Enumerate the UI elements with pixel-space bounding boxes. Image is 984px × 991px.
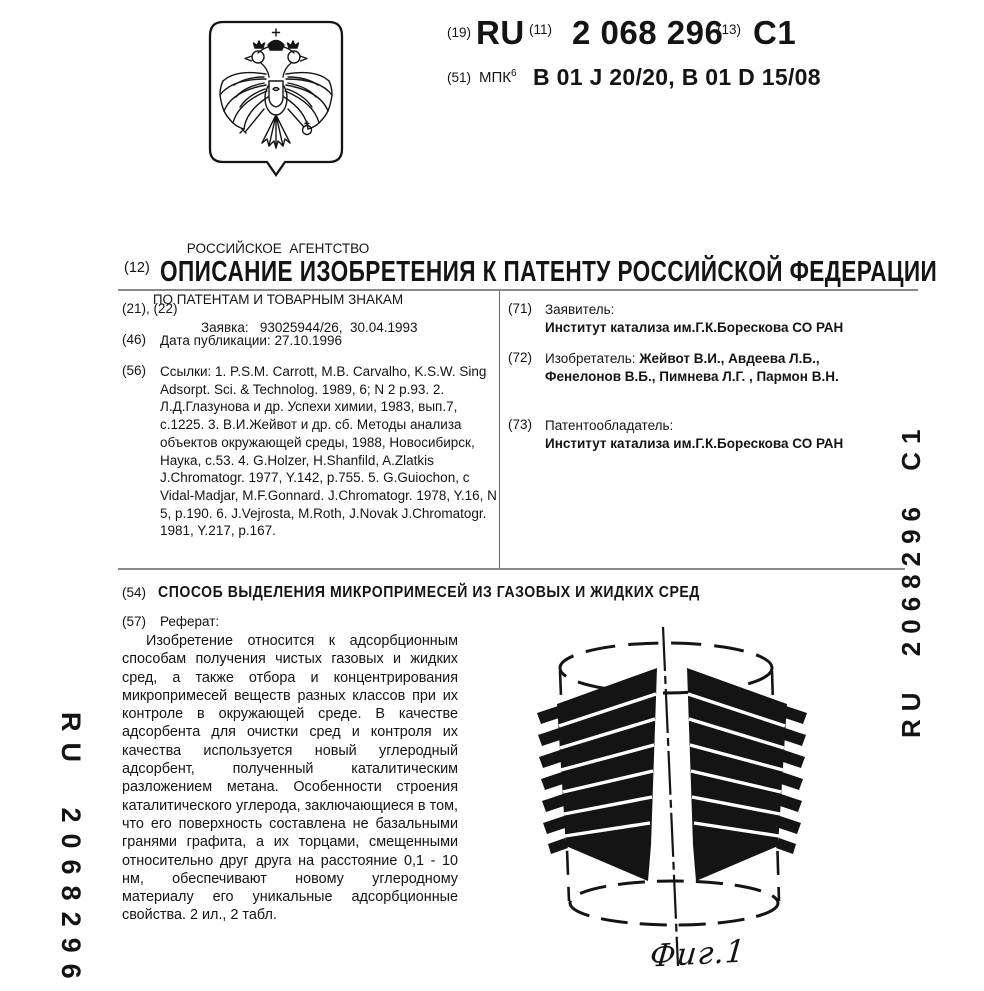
invention-title: СПОСОБ ВЫДЕЛЕНИЯ МИКРОПРИМЕСЕЙ ИЗ ГАЗОВЫХ И ЖИДКИХ СРЕД bbox=[158, 584, 700, 601]
inventors-value: Жейвот В.И., Авдеева Л.Б., Фенелонов В.Б., Пимнева Л.Г. , Пармон В.Н. bbox=[545, 351, 839, 384]
column-divider bbox=[499, 291, 500, 569]
inid-57: (57) bbox=[122, 614, 147, 629]
inid-21-22: (21), (22) bbox=[122, 301, 178, 316]
sidebar-left-patent-number: RU 2068296 bbox=[56, 712, 86, 990]
inid-72: (72) bbox=[508, 350, 533, 365]
publication-date-field bbox=[160, 332, 342, 350]
coat-of-arms-emblem bbox=[206, 19, 346, 179]
inid-19: (19) bbox=[447, 25, 472, 40]
right-graphite-stack bbox=[687, 668, 807, 881]
document-title: ОПИСАНИЕ ИЗОБРЕТЕНИЯ К ПАТЕНТУ РОССИЙСКОЙ ФЕДЕРАЦИИ bbox=[160, 256, 938, 288]
inid-73: (73) bbox=[508, 417, 533, 432]
applicant-field bbox=[545, 301, 877, 336]
inid-46: (46) bbox=[122, 332, 147, 347]
inid-51: (51) bbox=[447, 70, 472, 85]
references-label: Ссылки: bbox=[160, 364, 212, 379]
title-underline bbox=[118, 289, 918, 291]
publication-date-value: 27.10.1996 bbox=[274, 333, 343, 348]
inid-71: (71) bbox=[508, 301, 533, 316]
figure-1-drawing bbox=[470, 600, 900, 985]
inid-56: (56) bbox=[122, 363, 147, 378]
publication-number: 2 068 296 bbox=[572, 14, 724, 51]
left-graphite-stack bbox=[537, 668, 657, 881]
figure-1-caption: Фиг.1 bbox=[648, 933, 748, 975]
inid-12: (12) bbox=[124, 260, 150, 276]
application-value: 93025944/26, 30.04.1993 bbox=[259, 319, 418, 335]
application-label: Заявка: bbox=[201, 319, 249, 335]
references-value: 1. P.S.M. Carrott, M.B. Carvalho, K.S.W. Sing Adsorpt. Sci. & Technolog. 1989, 6; N 2 p.93. 2. Л.Д.Глазунова и др. Успехи химии, 1983, вып.7, с.1225. 3. В.И.Жейвот и др. сб. Методы анализа объектов окружающей среды, 1988, Новосибирск, Наука, с.53. 4. G.Holzer, H.Shanfild, A.Zlatkis J.Chromatogr. 1977, Y.142, p.755. 5. G.Guiochon, c Vidal-Madjar, M.F.Gonnard. J.Chromatogr. 1978, Y.16, N 5, p.190. 6. J.Vejrosta, M.Roth, J.Novak J.Chromatogr. 1981, Y.217, p.167. bbox=[160, 364, 497, 539]
publication-date-label: Дата публикации: bbox=[160, 333, 271, 348]
applicant-label: Заявитель: bbox=[545, 302, 615, 317]
ipc-codes: B 01 J 20/20, B 01 D 15/08 bbox=[533, 64, 821, 90]
agency-line1: РОССИЙСКОЕ АГЕНТСТВО bbox=[186, 241, 370, 256]
ipc-label bbox=[479, 68, 517, 86]
sidebar-right-patent-number: RU 2068296 C1 bbox=[896, 421, 926, 738]
abstract-text: Изобретение относится к адсорбционным способам получения чистых газовых и жидких сред, а также отбора и концентрирования микропримесей веществ разных классов при их контроле в окружающей среде. В качестве адсорбента для очистки сред и контроля их качества используется новый углеродный адсорбент, полученный каталитическим разложением метана. Особенности строения каталитического углерода, заключающиеся в том, что его поверхность составлена не базальными гранями графита, а их торцами, смещенными относительно друг друга на расстояние 0,1 - 10 нм, обеспечивают новому углеродному материалу его уникальные адсорбционные свойства. 2 ил., 2 табл. bbox=[122, 633, 458, 924]
inid-54: (54) bbox=[122, 585, 147, 600]
inventors-label: Изобретатель: bbox=[545, 351, 636, 366]
inid-13: (13) bbox=[717, 22, 742, 37]
country-code: RU bbox=[476, 14, 525, 51]
cylinder-axis bbox=[663, 627, 678, 966]
ipc-edition-sup: 6 bbox=[511, 68, 517, 79]
patent-holder-value: Институт катализа им.Г.К.Борескова СО РАН bbox=[545, 435, 844, 451]
kind-code: C1 bbox=[753, 14, 797, 51]
inventors-field bbox=[545, 350, 877, 385]
patent-holder-field bbox=[545, 417, 877, 452]
abstract-label: Реферат: bbox=[160, 614, 220, 629]
section-divider bbox=[118, 568, 905, 570]
applicant-value: Институт катализа им.Г.К.Борескова СО РАН bbox=[545, 319, 844, 335]
agency-line2: ПО ПАТЕНТАМ И ТОВАРНЫМ ЗНАКАМ bbox=[152, 292, 404, 307]
references-field bbox=[160, 363, 498, 540]
patent-holder-label: Патентообладатель: bbox=[545, 418, 674, 433]
ipc-label-text: МПК bbox=[479, 69, 512, 86]
inid-11: (11) bbox=[529, 22, 553, 37]
